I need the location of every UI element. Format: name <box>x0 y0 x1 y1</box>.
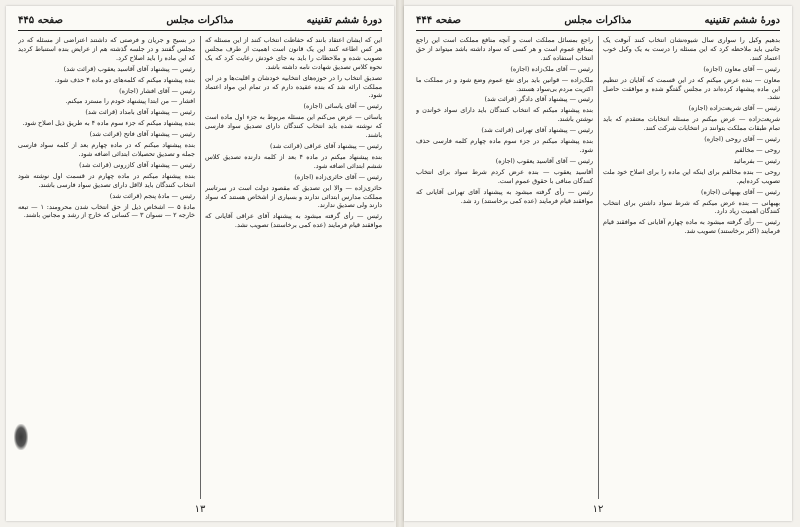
paragraph: حائری‌زاده — والا این تصدیق که مقصود دولت است در سرتاسر مملکت مدارس ابتدائی ندارند و بسیاری از اشخاص هستند که سواد دارند ولی تصدیق ندارند. <box>205 183 382 210</box>
column-left <box>416 36 593 499</box>
paragraph: تصدیق انتخاب را در حوزه‌های انتخابیه خودشان و اقلیت‌ها و در این مملکت ارائه شد که بنده عقیده دارم که در تمام این مواد اعتماد شود. <box>205 73 382 100</box>
left-page-columns <box>18 36 382 499</box>
right-page <box>404 6 792 521</box>
paragraph: معاون — بنده عرض میکنم که در این قسمت که آقایان در تنظیم این ماده پیشنهاد کرده‌اند در مجلس گفتگو شده و موافقت حاصل نشد. <box>603 75 780 102</box>
paragraph: بهبهانی — بنده عرض میکنم که شرط سواد داشتن برای انتخاب کنندگان اهمیت زیاد دارد. <box>603 198 780 216</box>
paragraph: رئیس — آقای معاون (اجازه) <box>703 64 780 73</box>
paragraph: رئیس — آقای آقاسید یعقوب (اجازه) <box>495 156 593 165</box>
paragraph: رئیس — رأی گرفته میشود به پیشنهاد آقای تهرانی آقایانی که موافقند قیام فرمایند (عده کمی برخاستند) رد شد. <box>416 187 593 205</box>
session-title: دورهٔ ششم تقنینیه <box>704 15 780 26</box>
paragraph: در بسیج و جریان و فرصتی که داشتند اعتراضی از مسئله که در مجلس گفتند و در جلسه گذشته هم از عرایض بنده استنباط کردید که این ماده را باید اصلاح کرد. <box>18 36 195 62</box>
paragraph: رئیس — پیشنهاد آقای دادگر (قرائت شد) <box>484 95 593 104</box>
left-page-header <box>18 14 382 31</box>
column-right <box>205 36 382 499</box>
paragraph: بنده پیشنهاد میکنم در ماده چهارم در قسمت اول نوشته شود انتخاب کنندگان باید لااقل دارای تصدیق سواد فارسی باشند. <box>18 171 195 189</box>
paragraph: روحی — مخالفم <box>735 145 780 154</box>
paragraph: رئیس — رأی گرفته میشود به پیشنهاد آقای عراقی آقایانی که موافقند قیام فرمایند (عده کمی برخاستند) تصویب نشد. <box>205 212 382 230</box>
paragraph: راجع بمسائل مملکت است و آنچه منافع مملکت است این راجع بمنافع عموم است و هر کسی که سواد داشته باشد میتواند از حق انتخاب استفاده کند. <box>416 36 593 62</box>
page-number: ۱۳ <box>194 504 206 515</box>
left-page <box>6 6 394 521</box>
session-title: دورهٔ ششم تقنینیه <box>306 15 382 26</box>
paragraph: رئیس — آقای یاسائی (اجازه) <box>303 102 382 111</box>
scan-mark <box>14 424 28 450</box>
journal-title: مذاکرات مجلس <box>564 15 632 26</box>
paragraph: رئیس — پیشنهاد آقای فاتح (قرائت شد) <box>89 130 195 139</box>
right-page-header <box>416 14 780 31</box>
paragraph: رئیس — پیشنهاد آقای آقاسید یعقوب (قرائت شد) <box>63 64 195 73</box>
paragraph: بدهیم وکیل را سواری سال شیوه‌نشان انتخاب کنند آنوقت یک جانبی باید ملاحظه کرد که این مسئله را درست به یک وکیل خوب اعتماد کنند. <box>603 36 780 62</box>
page-label: صفحه ۴۴۵ <box>18 15 63 26</box>
paragraph: رئیس — مادهٔ پنجم (قرائت شد) <box>109 191 195 200</box>
paragraph: رئیس — آقای حائری‌زاده (اجازه) <box>294 172 382 181</box>
paragraph: رئیس — پیشنهاد آقای عراقی (قرائت شد) <box>270 141 382 150</box>
paragraph: رئیس — رأی گرفته میشود به ماده چهارم آقایانی که موافقند قیام فرمایند (اکثر برخاستند) تصویب شد. <box>603 218 780 236</box>
paragraph: رئیس — پیشنهاد آقای کازرونی (قرائت شد) <box>79 160 195 169</box>
page-number: ۱۲ <box>592 504 604 515</box>
paragraph: بنده پیشنهاد میکنم که جزء سوم ماده ۴ به طریق ذیل اصلاح شود. <box>22 119 195 128</box>
paragraph: رئیس — آقای شریعت‌زاده (اجازه) <box>688 104 780 113</box>
paragraph: بنده پیشنهاد میکنم در ماده ۴ بعد از کلمه دارنده تصدیق کلاس ششم ابتدائی اضافه شود. <box>205 152 382 170</box>
paragraph: افشار — من ابتدا پیشنهاد خودم را مسترد میکنم. <box>65 97 195 106</box>
paragraph: بنده پیشنهاد میکنم در جزء سوم ماده چهارم کلمه فارسی حذف شود. <box>416 137 593 154</box>
paragraph: یاسائی — عرض می‌کنم این مسئله مربوط به جزء اول ماده است که نوشته شده باید انتخاب کنندگان دارای تصدیق سواد فارسی باشند. <box>205 113 382 140</box>
paragraph: رئیس — آقای ملک‌زاده (اجازه) <box>510 64 593 73</box>
column-left <box>18 36 195 499</box>
column-right <box>603 36 780 499</box>
journal-title: مذاکرات مجلس <box>166 15 234 26</box>
page-label: صفحه ۴۴۴ <box>416 15 461 26</box>
paragraph: این که ایشان اعتقاد بانند که حفاظت انتخاب کنند از این مسئله که هر کس اطاعه کنند این یک قانون است اهمیت از طرف مجلس تصویب شده و ملاحظات را باید به جای خودش رعایت کرد که یک نحوه کلاس تصدیق شهادت نامه داشته باشد. <box>205 36 382 71</box>
book-gutter <box>396 0 404 527</box>
right-page-columns <box>416 36 780 499</box>
paragraph: رئیس — آقای بهبهانی (اجازه) <box>701 187 780 196</box>
paragraph: رئیس — پیشنهاد آقای بامداد (قرائت شد) <box>85 108 195 117</box>
paragraph: رئیس — آقای افشار (اجازه) <box>119 86 195 95</box>
paragraph: روحی — بنده مخالفم برای اینکه این ماده را برای اصلاح خود ملت تصویب کرده‌ایم. <box>603 167 780 185</box>
paragraph: رئیس — بفرمائید <box>733 156 780 165</box>
paragraph: رئیس — آقای روحی (اجازه) <box>704 135 780 144</box>
paragraph: ملک‌زاده — قوانین باید برای نفع عموم وضع شود و در مملکت ما اکثریت مردم بی‌سواد هستند. <box>416 75 593 93</box>
paragraph: رئیس — پیشنهاد آقای تهرانی (قرائت شد) <box>481 126 593 135</box>
paragraph: آقاسید یعقوب — بنده عرض کردم شرط سواد برای انتخاب کنندگان منافی با حقوق عموم است. <box>416 167 593 185</box>
paragraph: شریعت‌زاده — عرض میکنم در مسئله انتخابات معتقدم که باید تمام طبقات مملکت بتوانند در انتخابات شرکت کنند. <box>603 115 780 133</box>
paragraph: بنده پیشنهاد میکنم که در ماده چهارم بعد از کلمه سواد فارسی جمله و تصدیق تحصیلات ابتدائی اضافه شود. <box>18 141 195 158</box>
paragraph: بنده پیشنهاد میکنم که کلمه‌های دو ماده ۴ حذف شود. <box>54 75 195 84</box>
paragraph: بنده پیشنهاد میکنم که انتخاب کنندگان باید دارای سواد خواندن و نوشتن باشند. <box>416 106 593 124</box>
paragraph: مادهٔ ۵ — اشخاص ذیل از حق انتخاب شدن محرومند: ۱ — تبعه خارجه ۲ — نسوان ۳ — کسانی که خارج از رشد و مجانین باشند. <box>18 202 195 220</box>
